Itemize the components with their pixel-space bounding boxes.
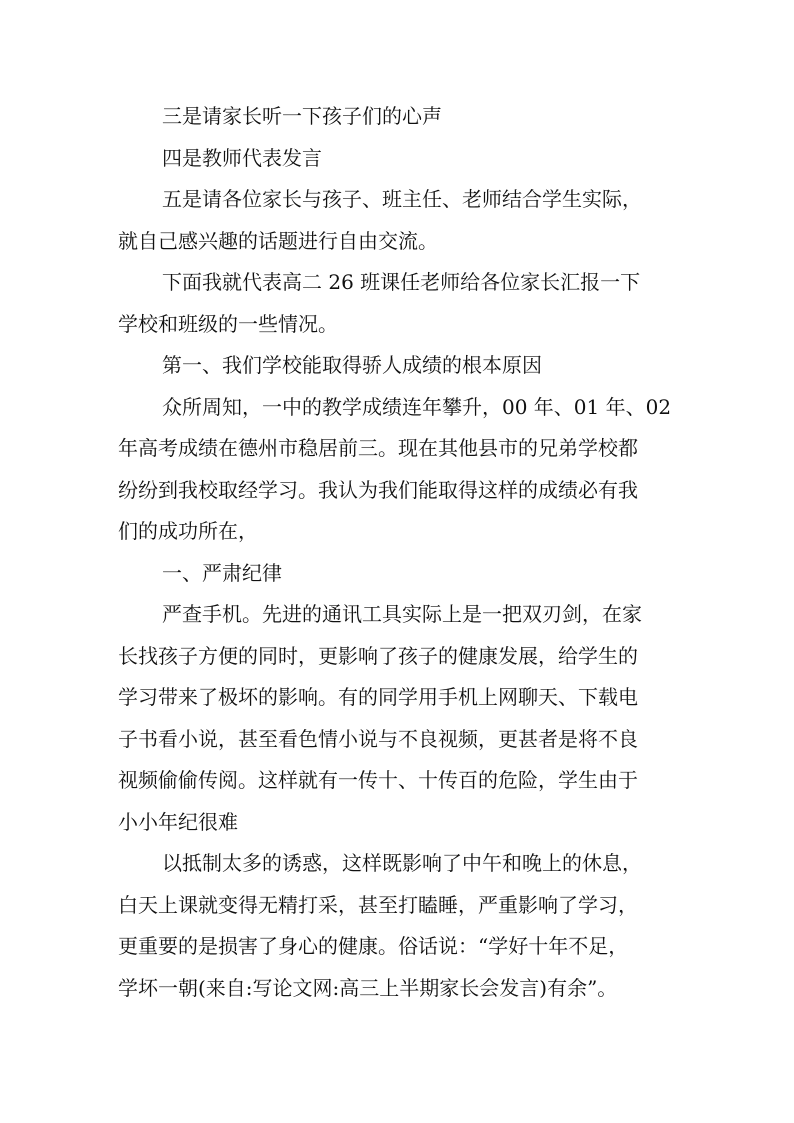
text-line: 严查手机。先进的通讯工具实际上是一把双刃剑，在家 <box>162 602 642 626</box>
text-line: 五是请各位家长与孩子、班主任、老师结合学生实际， <box>162 187 642 211</box>
text-line: 年高考成绩在德州市稳居前三。现在其他县市的兄弟学校都 <box>118 436 638 460</box>
text-line: 白天上课就变得无精打采，甚至打瞌睡，严重影响了学习， <box>118 892 638 917</box>
section-heading: 一、严肃纪律 <box>162 560 282 585</box>
text-line: 子书看小说，甚至看色情小说与不良视频，更甚者是将不良 <box>118 726 638 751</box>
text-line: 就自己感兴趣的话题进行自由交流。 <box>118 228 438 253</box>
text-line: 学坏一朝(来自:写论文网:高三上半期家长会发言)有余”。 <box>118 975 618 1000</box>
text-line: 长找孩子方便的同时，更影响了孩子的健康发展，给学生的 <box>118 643 638 668</box>
text-line: 纷纷到我校取经学习。我认为我们能取得这样的成绩必有我 <box>118 477 638 502</box>
text-line: 四是教师代表发言 <box>162 145 322 170</box>
text-line: 众所周知，一中的教学成绩连年攀升，00 年、01 年、02 <box>162 394 672 419</box>
text-line: 学校和班级的一些情况。 <box>118 311 338 336</box>
text-line: 三是请家长听一下孩子们的心声 <box>162 104 442 128</box>
text-line: 们的成功所在， <box>118 519 258 543</box>
text-line: 学习带来了极坏的影响。有的同学用手机上网聊天、下载电 <box>118 685 638 709</box>
text-line: 以抵制太多的诱惑，这样既影响了中午和晚上的休息， <box>162 851 642 875</box>
text-line: 小小年纪很难 <box>118 809 238 834</box>
document-body <box>118 96 678 1009</box>
text-line: 视频偷偷传阅。这样就有一传十、十传百的危险，学生由于 <box>118 768 638 792</box>
section-heading: 第一、我们学校能取得骄人成绩的根本原因 <box>162 353 542 377</box>
text-line: 更重要的是损害了身心的健康。俗话说：“学好十年不足， <box>118 934 629 958</box>
text-line: 下面我就代表高二 26 班课任老师给各位家长汇报一下 <box>162 270 641 294</box>
